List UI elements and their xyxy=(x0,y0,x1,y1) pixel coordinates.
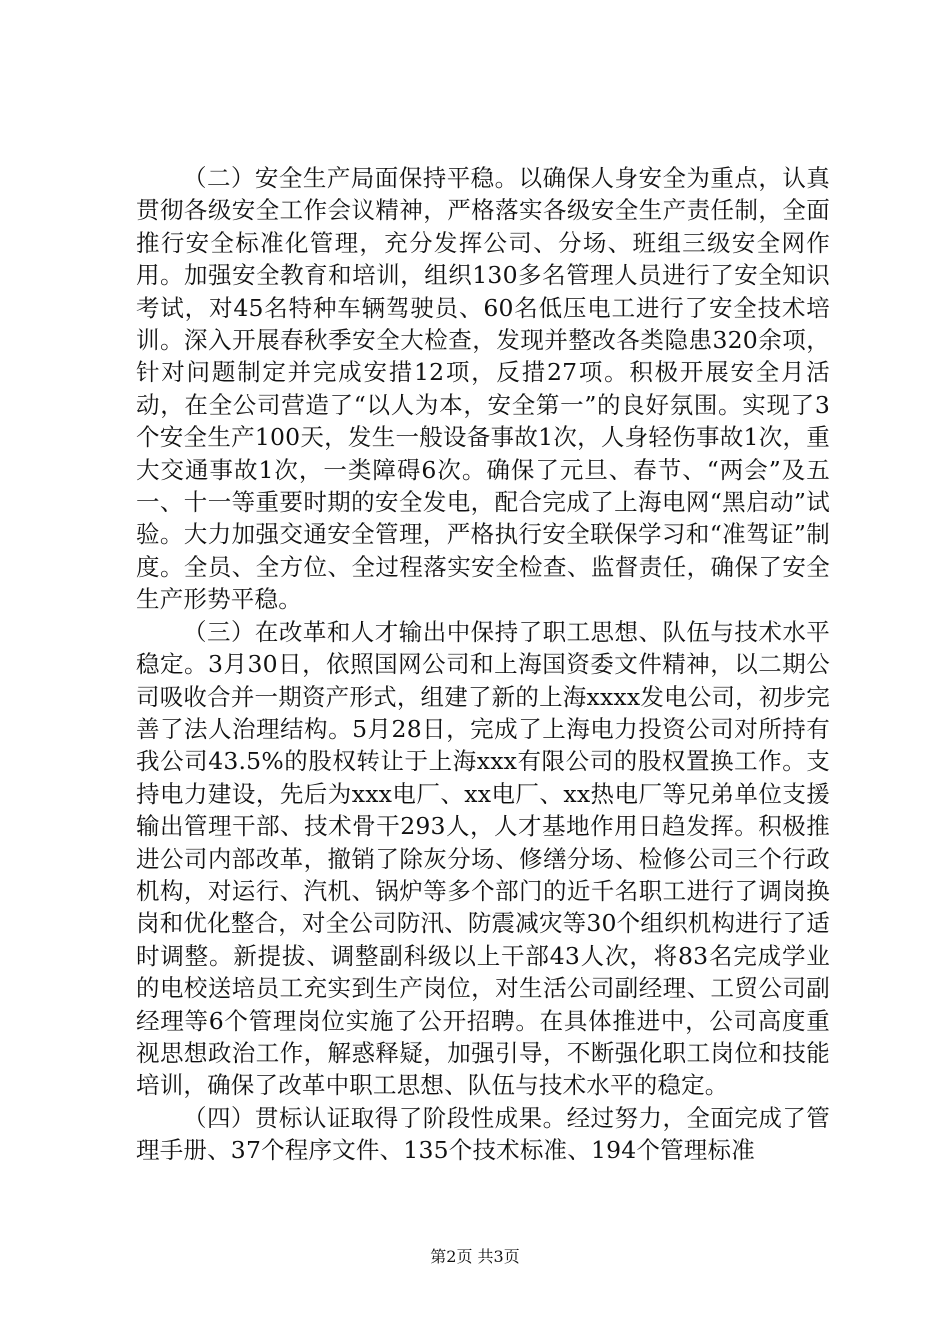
paragraph-reform-talent: （三）在改革和人才输出中保持了职工思想、队伍与技术水平稳定。3月30日，依照国网公司和上海国资委文件精神，以二期公司吸收合并一期资产形式，组建了新的上海xxxx发电公司，初步完善了法人治理结构。5月28日，完成了上海电力投资公司对所持有我公司43.5%的股权转让于上海xxx有限公司的股权置换工作。支持电力建设，先后为xxx电厂、xx电厂、xx热电厂等兄弟单位支援输出管理干部、技术骨干293人，人才基地作用日趋发挥。积极推进公司内部改革，撤销了除灰分场、修缮分场、检修公司三个行政机构，对运行、汽机、锅炉等多个部门的近千名职工进行了调岗换岗和优化整合，对全公司防汛、防震减灾等30个组织机构进行了适时调整。新提拔、调整副科级以上干部43人次，将83名完成学业的电校送培员工充实到生产岗位，对生活公司副经理、工贸公司副经理等6个管理岗位实施了公开招聘。在具体推进中，公司高度重视思想政治工作，解惑释疑，加强引导，不断强化职工岗位和技能培训，确保了改革中职工思想、队伍与技术水平的稳定。 xyxy=(136,617,830,1100)
page-number-footer: 第2页 共3页 xyxy=(430,1247,520,1266)
document-body xyxy=(136,162,830,1167)
paragraph-certification: （四）贯标认证取得了阶段性成果。经过努力，全面完成了管理手册、37个程序文件、135个技术标准、194个管理标准 xyxy=(136,1103,830,1165)
paragraph-safety-production: （二）安全生产局面保持平稳。以确保人身安全为重点，认真贯彻各级安全工作会议精神，严格落实各级安全生产责任制，全面推行安全标准化管理，充分发挥公司、分场、班组三级安全网作用。加强安全教育和培训，组织130多名管理人员进行了安全知识考试，对45名特种车辆驾驶员、60名低压电工进行了安全技术培训。深入开展春秋季安全大检查，发现并整改各类隐患320余项，针对问题制定并完成安措12项，反措27项。积极开展安全月活动，在全公司营造了“以人为本，安全第一”的良好氛围。实现了3个安全生产100天，发生一般设备事故1次，人身轻伤事故1次，重大交通事故1次，一类障碍6次。确保了元旦、春节、“两会”及五一、十一等重要时期的安全发电，配合完成了上海电网“黑启动”试验。大力加强交通安全管理，严格执行安全联保学习和“准驾证”制度。全员、全方位、全过程落实安全检查、监督责任，确保了安全生产形势平稳。 xyxy=(136,164,830,614)
